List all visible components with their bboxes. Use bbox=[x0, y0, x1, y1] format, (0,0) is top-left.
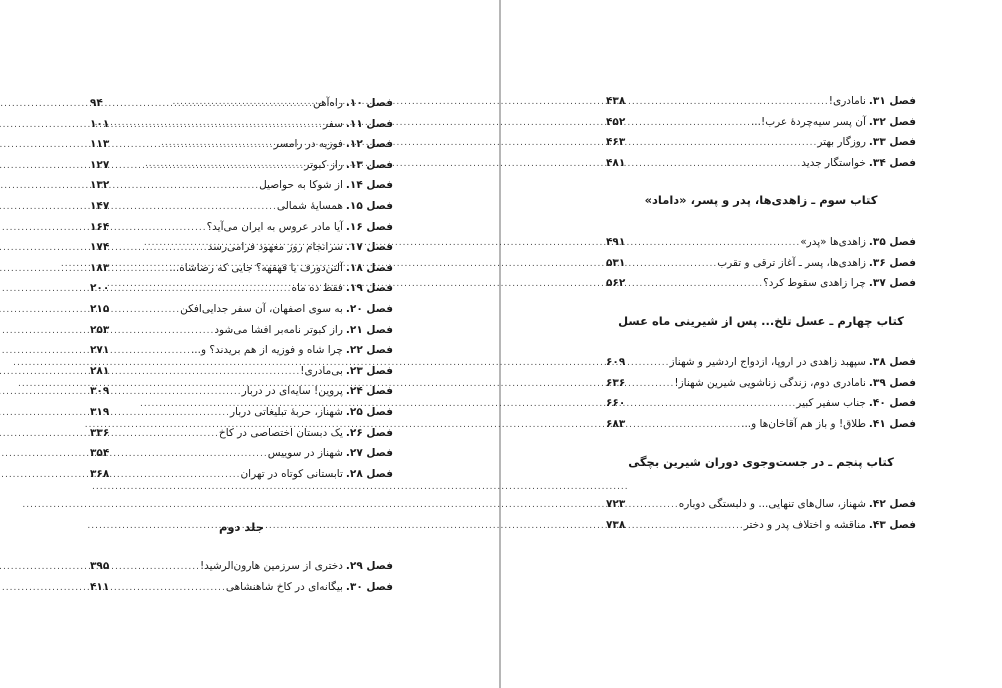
dot-leader bbox=[636, 516, 744, 537]
chapter-number: فصل ۳۰. bbox=[345, 580, 393, 593]
chapter-title: آلتن‌دورف یا قهقهه؟ جایی که رضاشاه... bbox=[169, 261, 343, 274]
chapter-title: خواستگار جدید bbox=[801, 156, 866, 169]
chapter-number: فصل ۴۲. bbox=[868, 498, 916, 510]
chapter-number: فصل ۲۴. bbox=[345, 385, 393, 398]
page-number: ۶۸۳ bbox=[606, 417, 626, 430]
chapter-title: زاهدی‌ها، پسر ـ آغاز ترقی و تقرب bbox=[717, 256, 866, 269]
toc-entry bbox=[606, 373, 916, 394]
dot-leader bbox=[120, 444, 268, 465]
dot-leader bbox=[636, 92, 829, 113]
chapter-title: راز کبوتر bbox=[304, 158, 343, 171]
chapter-title: از شوکا به حواصیل bbox=[259, 179, 343, 192]
chapter-number: فصل ۲۷. bbox=[345, 447, 393, 460]
chapter-number: فصل ۱۵. bbox=[345, 199, 393, 212]
dot-leader bbox=[636, 254, 717, 275]
page-number: ۲۸۱ bbox=[90, 364, 110, 377]
chapter-title: شهناز، حربهٔ تبلیغاتی دربار bbox=[229, 405, 343, 418]
chapter-title: چرا شاه و فوزیه از هم بریدند؟ و... bbox=[190, 344, 343, 357]
toc-entry bbox=[606, 393, 916, 414]
toc-entry bbox=[90, 443, 393, 464]
page-number: ۴۱۱ bbox=[90, 580, 110, 593]
chapter-number: فصل ۳۶. bbox=[868, 256, 916, 269]
dot-leader bbox=[120, 197, 277, 218]
toc-entry bbox=[606, 91, 916, 112]
dot-leader bbox=[636, 415, 741, 436]
page-number: ۱۲۷ bbox=[90, 158, 110, 171]
dot-leader bbox=[120, 176, 259, 197]
page-number: ۱۷۴ bbox=[90, 241, 110, 254]
chapter-number: فصل ۳۸. bbox=[868, 356, 916, 368]
page-number: ۵۳۱ bbox=[606, 256, 626, 269]
chapter-number: فصل ۳۵. bbox=[868, 236, 916, 248]
chapter-title: پروین! سایه‌ای در دربار bbox=[241, 385, 343, 398]
left-continuation-dots bbox=[92, 482, 392, 494]
page-number: ۱۴۷ bbox=[90, 199, 110, 212]
chapter-number: فصل ۲۱. bbox=[345, 323, 393, 336]
chapter-title: طلاق! و باز هم آقاخان‌ها و... bbox=[741, 417, 866, 430]
chapter-title: دختری از سرزمین هارون‌الرشید! bbox=[199, 560, 343, 572]
dot-leader bbox=[636, 133, 817, 154]
chapter-title: نامادری دوم، زندگی زناشویی شیرین شهناز! bbox=[674, 376, 866, 389]
chapter-number: فصل ۳۲. bbox=[868, 115, 916, 128]
chapter-title: شهناز، سال‌های تنهایی... و دلبستگی دوباره bbox=[678, 498, 866, 510]
dot-leader bbox=[636, 154, 801, 175]
page-number: ۶۳۶ bbox=[606, 376, 626, 389]
chapter-number: فصل ۱۳. bbox=[345, 158, 393, 171]
page-number: ۴۶۳ bbox=[606, 136, 626, 149]
dot-leader bbox=[120, 578, 226, 599]
right-toc-list-4 bbox=[606, 494, 916, 535]
chapter-number: فصل ۴۳. bbox=[868, 518, 916, 531]
chapter-title: زاهدی‌ها «پدر» bbox=[800, 236, 866, 248]
dot-leader bbox=[120, 300, 180, 321]
dot-leader bbox=[636, 353, 670, 374]
page-number: ۹۴ bbox=[90, 97, 103, 109]
chapter-number: فصل ۲۸. bbox=[345, 467, 393, 480]
page-number: ۱۶۴ bbox=[90, 220, 110, 233]
dot-leader bbox=[636, 113, 751, 134]
toc-entry bbox=[606, 253, 916, 274]
chapter-title: جناب سفیر کبیر bbox=[796, 397, 866, 410]
page-number: ۲۵۳ bbox=[90, 323, 110, 336]
dot-leader bbox=[120, 557, 200, 578]
page-number: ۳۹۵ bbox=[90, 560, 110, 572]
chapter-title: شهناز در سوییس bbox=[267, 447, 343, 460]
page-number: ۴۹۱ bbox=[606, 236, 626, 248]
page-number: ۷۲۳ bbox=[606, 498, 626, 510]
left-toc-list-2 bbox=[90, 556, 393, 597]
chapter-number: فصل ۲۲. bbox=[345, 344, 393, 357]
page-number: ۱۳۲ bbox=[90, 179, 110, 192]
page-number: ۲۱۵ bbox=[90, 302, 110, 315]
chapter-title: سپهبد زاهدی در اروپا، ازدواج اردشیر و شهناز bbox=[669, 356, 866, 368]
toc-entry bbox=[606, 153, 916, 174]
chapter-title: فقط ده ماه bbox=[291, 282, 343, 295]
chapter-number: فصل ۱۷. bbox=[345, 241, 393, 254]
chapter-title: تابستانی کوتاه در تهران bbox=[240, 467, 343, 480]
chapter-number: فصل ۱۴. bbox=[345, 179, 393, 192]
page-number: ۳۰۹ bbox=[90, 385, 110, 398]
page-number: ۷۳۸ bbox=[606, 518, 626, 531]
toc-entry bbox=[606, 414, 916, 435]
chapter-number: فصل ۲۵. bbox=[345, 405, 393, 418]
chapter-title: یک دبستان اختصاصی در کاخ bbox=[218, 426, 343, 439]
right-toc-list-3 bbox=[606, 352, 916, 434]
toc-entry bbox=[606, 132, 916, 153]
chapter-title: آن پسر سیه‌چردهٔ عرب!... bbox=[750, 115, 866, 128]
chapter-title: چرا زاهدی سقوط کرد؟ bbox=[763, 277, 866, 290]
right-toc-list-1 bbox=[606, 91, 916, 173]
chapter-number: فصل ۱۹. bbox=[345, 282, 393, 295]
toc-entry bbox=[90, 299, 393, 320]
chapter-title: به سوی اصفهان، آن سفر جدایی‌افکن bbox=[180, 302, 343, 315]
chapter-title: فوزیه در رامسر bbox=[273, 138, 343, 151]
right-book-heading-5: کتاب پنجم ـ در جست‌وجوی دوران شیرین بچگی bbox=[628, 455, 894, 469]
right-toc-list-2 bbox=[606, 232, 916, 294]
toc-entry bbox=[90, 175, 393, 196]
toc-entry bbox=[606, 232, 916, 253]
chapter-number: فصل ۳۴. bbox=[868, 156, 916, 169]
page-number: ۱۱۳ bbox=[90, 138, 110, 151]
page-number: ۲۰۰ bbox=[90, 282, 110, 295]
dot-leader bbox=[636, 233, 800, 254]
page-number: ۴۸۱ bbox=[606, 156, 626, 169]
chapter-title: بی‌مادری! bbox=[300, 364, 343, 377]
page-number: ۶۶۰ bbox=[606, 397, 626, 410]
chapter-title: سفر bbox=[323, 117, 343, 130]
toc-entry bbox=[606, 352, 916, 373]
dot-leader bbox=[120, 321, 214, 342]
chapter-number: فصل ۱۱. bbox=[345, 117, 393, 130]
page-number: ۴۵۲ bbox=[606, 115, 626, 128]
chapter-number: فصل ۴۱. bbox=[868, 417, 916, 430]
chapter-title: بیگانه‌ای در کاخ شاهنشاهی bbox=[225, 580, 343, 593]
toc-entry bbox=[606, 273, 916, 294]
chapter-number: فصل ۱۰. bbox=[345, 97, 393, 109]
chapter-number: فصل ۱۸. bbox=[345, 261, 393, 274]
dot-leader bbox=[636, 274, 763, 295]
chapter-title: مناقشه و اختلاف پدر و دختر bbox=[743, 518, 866, 531]
page-number: ۱۸۳ bbox=[90, 261, 110, 274]
chapter-title: روزگار بهتر bbox=[817, 136, 866, 149]
chapter-title: همسایهٔ شمالی bbox=[276, 199, 343, 212]
right-book-heading-3: کتاب سوم ـ زاهدی‌ها، پدر و پسر، «داماد» bbox=[644, 193, 878, 207]
chapter-title: راز کبوتر نامه‌بر افشا می‌شود bbox=[214, 323, 343, 336]
toc-entry bbox=[606, 112, 916, 133]
chapter-number: فصل ۳۹. bbox=[868, 376, 916, 389]
toc-entry bbox=[90, 556, 393, 577]
toc-entry bbox=[90, 577, 393, 598]
chapter-title: راه‌آهن bbox=[312, 97, 343, 109]
chapter-number: فصل ۴۰. bbox=[868, 397, 916, 410]
dot-leader bbox=[636, 495, 679, 516]
page-number: ۳۵۴ bbox=[90, 447, 110, 460]
chapter-title: آیا مادر عروس به ایران می‌آید؟ bbox=[206, 220, 343, 233]
chapter-number: فصل ۳۷. bbox=[868, 277, 916, 290]
page-number: ۶۰۹ bbox=[606, 356, 626, 368]
chapter-title: سرانجام روز معهود فرامی‌رسد bbox=[207, 241, 343, 254]
chapter-number: فصل ۱۲. bbox=[345, 138, 393, 151]
chapter-number: فصل ۳۱. bbox=[868, 95, 916, 107]
left-section-heading: جلد دوم bbox=[218, 520, 265, 534]
chapter-number: فصل ۲۰. bbox=[345, 302, 393, 315]
dot-leader bbox=[636, 394, 796, 415]
chapter-number: فصل ۲۶. bbox=[345, 426, 393, 439]
page-number: ۴۳۸ bbox=[606, 95, 626, 107]
page-number: ۳۳۶ bbox=[90, 426, 110, 439]
right-book-heading-4: کتاب چهارم ـ عسل تلخ... پس از شیرینی ماه عسل bbox=[618, 314, 904, 328]
chapter-number: فصل ۲۳. bbox=[345, 364, 393, 377]
chapter-number: فصل ۱۶. bbox=[345, 220, 393, 233]
page-number: ۲۷۱ bbox=[90, 344, 110, 357]
page-number: ۳۱۹ bbox=[90, 405, 110, 418]
chapter-number: فصل ۲۹. bbox=[345, 560, 393, 572]
page-number: ۵۶۲ bbox=[606, 277, 626, 290]
chapter-title: نامادری! bbox=[828, 95, 866, 107]
toc-entry bbox=[606, 494, 916, 515]
toc-entry bbox=[606, 515, 916, 536]
page-number: ۳۶۸ bbox=[90, 467, 110, 480]
dot-leader bbox=[636, 374, 674, 395]
toc-entry bbox=[90, 196, 393, 217]
page-number: ۱۰۱ bbox=[90, 117, 110, 130]
toc-entry bbox=[90, 320, 393, 341]
chapter-number: فصل ۳۳. bbox=[868, 136, 916, 149]
